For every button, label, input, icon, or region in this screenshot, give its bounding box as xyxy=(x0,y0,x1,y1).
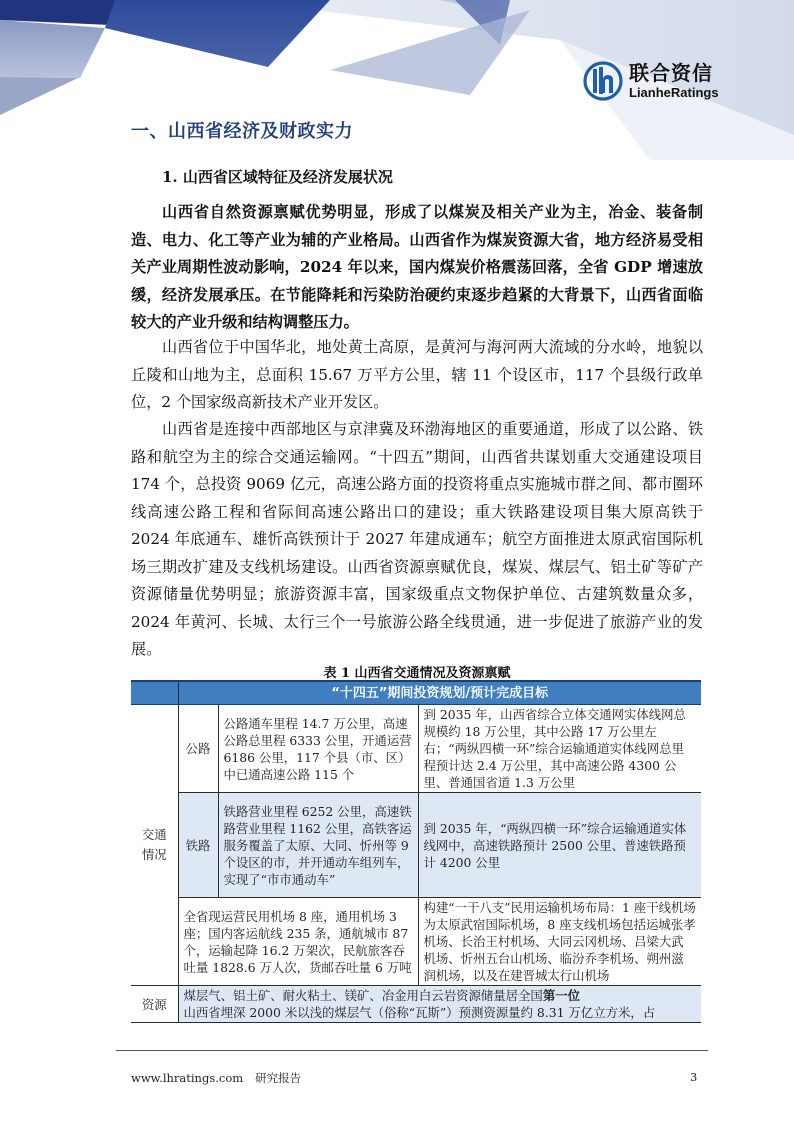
sub-label: 公路 xyxy=(178,705,218,793)
subsection-title: 1. 山西省区域特征及经济发展状况 xyxy=(162,168,393,186)
resources-cell xyxy=(178,986,701,1023)
category-transport xyxy=(131,705,178,986)
paragraph-transport: 山西省是连接中西部地区与京津冀及环渤海地区的重要通道，形成了以公路、铁路和航空为主的综合交通运输网。“十四五”期间，山西省共谋划重大交通建设项目 174 个，总投资 9069 亿元，高速公路方面的投资将重点实施城市群之间、都市圈环线高速公路工程和省际间高速公路出口的建设；重大铁路建设项目集大原高铁于 2024 年底通车、雄忻高铁预计于 2027 年建成通车；航空方面推进太原武宿国际机场三期改扩建及支线机场建设。山西省资源禀赋优良，煤炭、煤层气、铝土矿等矿产资源储量优势明显；旅游资源丰富，国家级重点文物保护单位、古建筑数量众多，2024 年黄河、长城、太行三个一号旅游公路全线贯通，进一步促进了旅游产业的发展。 xyxy=(131,420,703,658)
target-cell: 构建“一干八支”民用运输机场布局：1 座干线机场为太原武宿国际机场，8 座支线机场包括运城张孝机场、长治王村机场、大同云冈机场、吕梁大武机场、忻州五台山机场、临汾乔李机场、朔州滋润机场，以及在建晋城太行山机场 xyxy=(418,898,701,986)
brand-name-cn: 联合资信 xyxy=(629,61,713,85)
table-row-aviation xyxy=(131,898,701,986)
footer-divider xyxy=(116,1050,708,1051)
current-cell: 公路通车里程 14.7 万公里，高速公路总里程 6333 公里，开通运营 6186 公里，117 个县（市、区）中已通高速公路 115 个 xyxy=(218,705,418,793)
category-resources: 资源 xyxy=(131,986,178,1023)
paragraph-geography: 山西省位于中国华北，地处黄土高原，是黄河与海河两大流域的分水岭，地貌以丘陵和山地为主，总面积 15.67 万平方公里，辖 11 个设区市，117 个县级行政单位，2 个国家级高新技术产业开发区。 xyxy=(131,338,703,411)
current-cell: 铁路营业里程 6252 公里，高速铁路营业里程 1162 公里，高铁客运服务覆盖了太原、大同、忻州等 9 个设区的市，并开通动车组列车，实现了“市市通动车” xyxy=(218,793,418,898)
table-row-highway xyxy=(131,705,701,793)
target-cell: 到 2035 年，山西省综合立体交通网实体线网总规模约 18 万公里，其中公路 17 万公里左右；“两纵四横一环”综合运输通道实体线网总里程预计达 2.4 万公里，其中高速公路 4300 公里、普通国省道 1.3 万公里 xyxy=(418,705,701,793)
table-row-resources xyxy=(131,986,701,1023)
footer-doc-type: 研究报告 xyxy=(255,1071,302,1085)
table-header: “十四五”期间投资规划/预计完成目标 xyxy=(178,681,701,705)
brand-logo xyxy=(583,58,733,104)
target-cell: 到 2035 年，“两纵四横一环”综合运输通道实体线网中，高速铁路预计 2500 公里、普速铁路预计 4200 公里 xyxy=(418,793,701,898)
resources-line-2: 山西省埋深 2000 米以浅的煤层气（俗称“瓦斯”）预测资源量约 8.31 万亿立方米，占 xyxy=(183,1005,656,1020)
brand-name-en: LianheRatings xyxy=(629,85,719,100)
table-header-row xyxy=(131,681,701,705)
table-caption: 表 1 山西省交通情况及资源禀赋 xyxy=(323,666,511,681)
resources-rank: 第一位 xyxy=(542,988,580,1003)
transport-resources-table xyxy=(131,680,701,1023)
section-title: 一、山西省经济及财政实力 xyxy=(131,121,353,142)
current-cell: 全省现运营民用机场 8 座，通用机场 3 座；国内客运航线 235 条，通航城市 87 个，运输起降 16.2 万架次，民航旅客吞吐量 1828.6 万人次，货邮吞吐量 6 万吨 xyxy=(178,898,418,986)
table-row-railway xyxy=(131,793,701,898)
resources-line-1 xyxy=(184,987,697,1004)
page-number: 3 xyxy=(690,1070,698,1084)
category-label: 交通情况 xyxy=(141,827,167,862)
resources-text: 煤层气、铝土矿、耐火粘土、镁矿、冶金用白云岩资源储量居全国 xyxy=(183,988,543,1003)
paragraph-overview: 山西省自然资源禀赋优势明显，形成了以煤炭及相关产业为主，冶金、装备制造、电力、化工等产业为辅的产业格局。山西省作为煤炭资源大省，地方经济易受相关产业周期性波动影响，2024 年以来，国内煤炭价格震荡回落，全省 GDP 增速放缓，经济发展承压。在节能降耗和污染防治硬约束逐步趋紧的大背景下，山西省面临较大的产业升级和结构调整压力。 xyxy=(131,203,703,331)
lianhe-logo-icon xyxy=(583,61,623,101)
header-empty-cell xyxy=(131,681,178,705)
footer-website-link[interactable]: www.lhratings.com xyxy=(131,1071,244,1085)
sub-label: 铁路 xyxy=(178,793,218,898)
footer-left xyxy=(131,1070,301,1086)
